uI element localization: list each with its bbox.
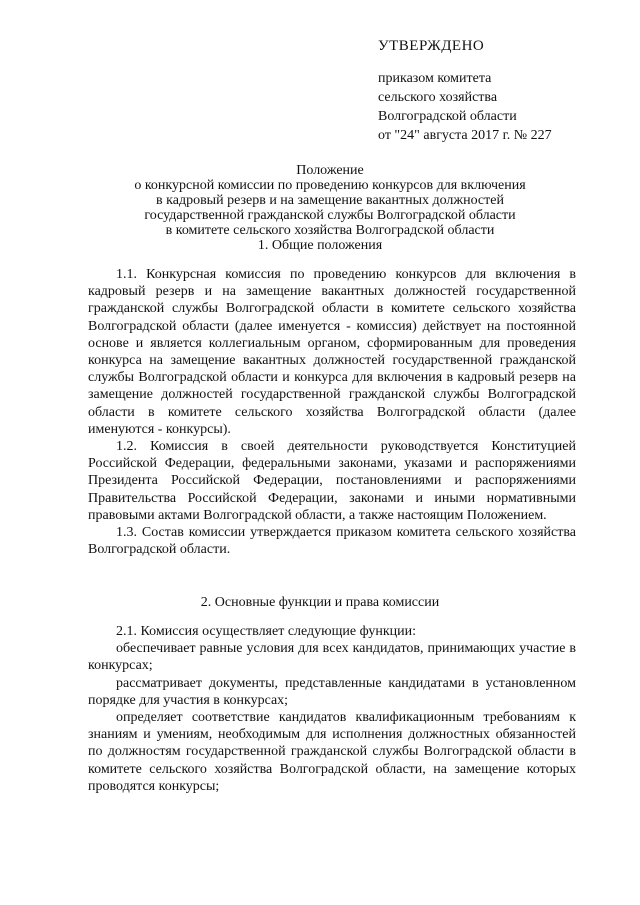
paragraph-1-3: 1.3. Состав комиссии утверждается приказом комитета сельского хозяйства Волгоградской области. (88, 525, 576, 558)
approval-heading: УТВЕРЖДЕНО (378, 38, 485, 54)
paragraph-1-2: 1.2. Комиссия в своей деятельности руководствуется Конституцией Российской Федерации, федеральными законами, указами и распоряжениями Президента Российской Федерации, постановлениями и распоряжениями Правительства Российской Федерации, законами и иными нормативными правовыми актами Волгоградской области, а также настоящим Положением. (88, 439, 576, 523)
paragraph-2-1: 2.1. Комиссия осуществляет следующие функции: (116, 624, 417, 639)
section-2-body (88, 623, 576, 795)
list-item: обеспечивает равные условия для всех кандидатов, принимающих участие в конкурсах; (88, 641, 576, 674)
approval-line: от "24" августа 2017 г. № 227 (378, 128, 552, 143)
title-line: о конкурсной комиссии по проведению конкурсов для включения (134, 178, 526, 193)
list-item: определяет соответствие кандидатов квалификационным требованиям к знаниям и умениям, необходимым для исполнения должностных обязанностей по должностям государственной гражданской службы Волгоградской области в комитете сельского хозяйства Волгоградской области, на замещение которых проводятся конкурсы; (88, 710, 576, 794)
title-line: Положение (296, 163, 364, 178)
approval-line: сельского хозяйства (378, 90, 498, 105)
approval-line: приказом комитета (378, 71, 492, 86)
document-title (80, 163, 580, 238)
approval-line: Волгоградской области (378, 109, 517, 124)
list-item: рассматривает документы, представленные кандидатами в установленном порядке для участия в конкурсах; (88, 675, 576, 708)
section-1-heading: 1. Общие положения (257, 238, 383, 253)
title-line: государственной гражданской службы Волгоградской области (144, 208, 516, 223)
title-line: в комитете сельского хозяйства Волгоградской области (165, 223, 495, 238)
section-2-heading: 2. Основные функции и права комиссии (200, 595, 440, 610)
title-line: в кадровый резерв и на замещение вакантных должностей (156, 193, 504, 208)
section-1-body (88, 266, 576, 558)
paragraph-1-1: 1.1. Конкурсная комиссия по проведению конкурсов для включения в кадровый резерв и на замещение вакантных должностей государственной гражданской службы Волгоградской области в комитете сельского хозяйства Волгоградской области (далее именуется - комиссия) действует на постоянной основе и является коллегиальным органом, сформированным для проведения конкурса на замещение вакантных должностей государственной гражданской службы Волгоградской области и конкурса для включения в кадровый резерв на замещение должностей государственной гражданской службы Волгоградской области в комитете сельского хозяйства Волгоградской области (далее именуются - конкурсы). (88, 267, 576, 437)
approval-stamp (378, 38, 628, 145)
